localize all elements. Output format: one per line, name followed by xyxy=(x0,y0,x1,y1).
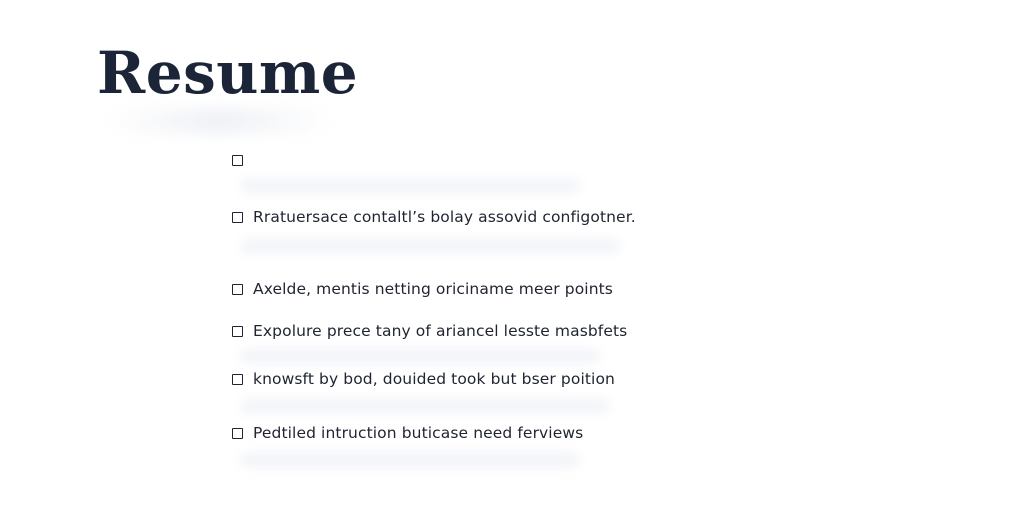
faded-text-smudge xyxy=(240,238,620,254)
checklist-item xyxy=(232,278,613,300)
checklist-item xyxy=(232,320,627,342)
page-title: Resume xyxy=(97,39,359,107)
faded-text-smudge xyxy=(240,178,580,194)
checkbox-icon[interactable] xyxy=(232,428,243,439)
checkbox-icon[interactable] xyxy=(232,326,243,337)
checklist-item-text: Rratuersace contaltl’s bolay assovid configotner. xyxy=(253,208,636,226)
faded-text-smudge xyxy=(240,398,610,414)
checklist-item-text: Axelde, mentis netting oriciname meer points xyxy=(253,280,613,298)
checklist-item xyxy=(232,368,615,390)
faded-subtitle-smudge xyxy=(104,108,334,134)
checklist-item xyxy=(232,206,636,228)
checklist-item-text: Pedtiled intruction buticase need ferviews xyxy=(253,424,584,442)
checkbox-icon[interactable] xyxy=(232,284,243,295)
checkbox-icon[interactable] xyxy=(232,212,243,223)
checkbox-icon[interactable] xyxy=(232,155,243,166)
checklist-item xyxy=(232,149,253,171)
faded-text-smudge xyxy=(240,452,580,468)
checklist-item-text: knowsft by bod, douided took but bser poition xyxy=(253,370,615,388)
checklist-item-text: Expolure prece tany of ariancel lesste masbfets xyxy=(253,322,628,340)
checklist-item xyxy=(232,422,583,444)
faded-text-smudge xyxy=(240,348,600,364)
checkbox-icon[interactable] xyxy=(232,374,243,385)
